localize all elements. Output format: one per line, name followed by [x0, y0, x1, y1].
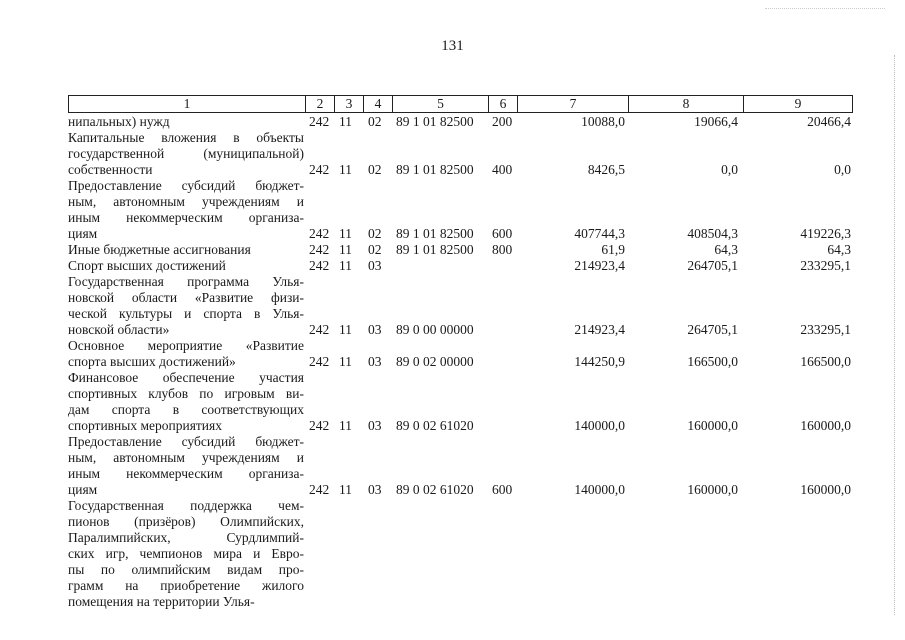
cell-c2: 242	[309, 258, 330, 273]
cell-c7: 61,9	[601, 242, 625, 257]
row-name	[68, 498, 304, 610]
cell-c7: 10088,0	[581, 114, 625, 129]
row-name-line: иным некоммерческим организа-	[68, 466, 304, 481]
cell-c8: 166500,0	[687, 354, 738, 369]
cell-c5: 89 0 02 00000	[396, 354, 474, 369]
cell-c6: 200	[492, 114, 513, 129]
row-name-line: спорта высших достижений»	[68, 354, 236, 369]
cell-c6: 400	[492, 162, 513, 177]
cell-c4: 03	[368, 322, 382, 337]
cell-c9: 166500,0	[800, 354, 851, 369]
cell-c3: 11	[339, 114, 352, 129]
cell-c8: 264705,1	[687, 322, 738, 337]
cell-c6: 800	[492, 242, 513, 257]
cell-c9: 0,0	[834, 162, 851, 177]
cell-c6: 600	[492, 226, 513, 241]
cell-c4: 02	[368, 226, 382, 241]
cell-c3: 11	[339, 322, 352, 337]
header-col-7: 7	[517, 95, 629, 113]
cell-c9: 20466,4	[807, 114, 851, 129]
header-col-9: 9	[743, 95, 853, 113]
cell-c7: 144250,9	[574, 354, 625, 369]
row-name	[68, 258, 304, 274]
row-name-line: грамм на приобретение жилого	[68, 578, 304, 593]
row-name	[68, 434, 304, 498]
cell-c2: 242	[309, 482, 330, 497]
header-col-5: 5	[392, 95, 489, 113]
header-col-3: 3	[334, 95, 364, 113]
cell-c3: 11	[339, 258, 352, 273]
row-name-line: пы по олимпийским видам про-	[68, 562, 304, 577]
cell-c8: 160000,0	[687, 482, 738, 497]
row-name-line: Спорт высших достижений	[68, 258, 226, 273]
cell-c4: 03	[368, 354, 382, 369]
header-col-1: 1	[68, 95, 306, 113]
row-name-line: ских игр, чемпионов мира и Евро-	[68, 546, 304, 561]
row-name-line: пионов (призёров) Олимпийских,	[68, 514, 304, 529]
row-name-line: помещения на территории Улья-	[68, 594, 255, 609]
row-name-line: иным некоммерческим организа-	[68, 210, 304, 225]
table-row	[0, 130, 905, 178]
cell-c3: 11	[339, 482, 352, 497]
cell-c8: 160000,0	[687, 418, 738, 433]
header-col-4: 4	[363, 95, 393, 113]
cell-c5: 89 1 01 82500	[396, 162, 474, 177]
cell-c4: 03	[368, 418, 382, 433]
row-name-line: Основное мероприятие «Развитие	[68, 338, 304, 353]
cell-c5: 89 1 01 82500	[396, 242, 474, 257]
row-name-line: циям	[68, 226, 98, 241]
cell-c3: 11	[339, 242, 352, 257]
table-row	[0, 498, 905, 610]
table-row	[0, 258, 905, 274]
row-name-line: циям	[68, 482, 98, 497]
row-name-line: Капитальные вложения в объекты	[68, 130, 304, 145]
cell-c7: 407744,3	[574, 226, 625, 241]
cell-c9: 64,3	[827, 242, 851, 257]
cell-c9: 419226,3	[800, 226, 851, 241]
cell-c3: 11	[339, 162, 352, 177]
row-name-line: государственной (муниципальной)	[68, 146, 304, 161]
row-name-line: Предоставление субсидий бюджет-	[68, 434, 304, 449]
row-name	[68, 114, 304, 130]
cell-c9: 160000,0	[800, 418, 851, 433]
cell-c3: 11	[339, 418, 352, 433]
cell-c3: 11	[339, 226, 352, 241]
cell-c2: 242	[309, 242, 330, 257]
cell-c8: 0,0	[721, 162, 738, 177]
cell-c8: 264705,1	[687, 258, 738, 273]
table-row	[0, 338, 905, 370]
row-name	[68, 242, 304, 258]
cell-c6: 600	[492, 482, 513, 497]
row-name-line: Иные бюджетные ассигнования	[68, 242, 251, 257]
cell-c9: 160000,0	[800, 482, 851, 497]
cell-c5: 89 0 02 61020	[396, 418, 474, 433]
cell-c3: 11	[339, 354, 352, 369]
table-row	[0, 434, 905, 498]
cell-c2: 242	[309, 354, 330, 369]
row-name	[68, 338, 304, 370]
row-name-line: Государственная поддержка чем-	[68, 498, 304, 513]
row-name-line: новской области»	[68, 322, 170, 337]
cell-c9: 233295,1	[800, 322, 851, 337]
cell-c9: 233295,1	[800, 258, 851, 273]
cell-c7: 214923,4	[574, 258, 625, 273]
row-name	[68, 274, 304, 338]
cell-c5: 89 1 01 82500	[396, 114, 474, 129]
row-name-line: нипальных) нужд	[68, 114, 170, 129]
header-col-8: 8	[628, 95, 744, 113]
row-name-line: ным, автономным учреждениям и	[68, 194, 304, 209]
cell-c2: 242	[309, 322, 330, 337]
row-name	[68, 178, 304, 242]
cell-c4: 02	[368, 162, 382, 177]
cell-c4: 03	[368, 258, 382, 273]
row-name-line: новской области «Развитие физи-	[68, 290, 304, 305]
row-name-line: Финансовое обеспечение участия	[68, 370, 304, 385]
cell-c7: 8426,5	[587, 162, 625, 177]
row-name-line: ческой культуры и спорта в Улья-	[68, 306, 304, 321]
cell-c7: 140000,0	[574, 482, 625, 497]
table-row	[0, 242, 905, 258]
row-name-line: собственности	[68, 162, 153, 177]
row-name-line: спортивных мероприятиях	[68, 418, 222, 433]
table-row	[0, 114, 905, 130]
row-name-line: Государственная программа Улья-	[68, 274, 304, 289]
cell-c5: 89 0 00 00000	[396, 322, 474, 337]
cell-c5: 89 0 02 61020	[396, 482, 474, 497]
row-name-line: Предоставление субсидий бюджет-	[68, 178, 304, 193]
cell-c2: 242	[309, 162, 330, 177]
header-col-6: 6	[488, 95, 518, 113]
row-name	[68, 370, 304, 434]
cell-c2: 242	[309, 114, 330, 129]
cell-c5: 89 1 01 82500	[396, 226, 474, 241]
cell-c8: 19066,4	[694, 114, 738, 129]
row-name	[68, 130, 304, 178]
row-name-line: Паралимпийских, Сурдлимпий-	[68, 530, 304, 545]
cell-c8: 64,3	[714, 242, 738, 257]
cell-c4: 03	[368, 482, 382, 497]
row-name-line: ным, автономным учреждениям и	[68, 450, 304, 465]
cell-c4: 02	[368, 242, 382, 257]
scan-artifact-dots	[765, 8, 885, 10]
table-row	[0, 370, 905, 434]
cell-c7: 140000,0	[574, 418, 625, 433]
cell-c4: 02	[368, 114, 382, 129]
row-name-line: спортивных клубов по игровым ви-	[68, 386, 304, 401]
table-row	[0, 178, 905, 242]
row-name-line: дам спорта в соответствующих	[68, 402, 304, 417]
cell-c2: 242	[309, 226, 330, 241]
cell-c2: 242	[309, 418, 330, 433]
table-row	[0, 274, 905, 338]
cell-c7: 214923,4	[574, 322, 625, 337]
header-col-2: 2	[305, 95, 335, 113]
cell-c8: 408504,3	[687, 226, 738, 241]
page-number: 131	[441, 38, 464, 54]
